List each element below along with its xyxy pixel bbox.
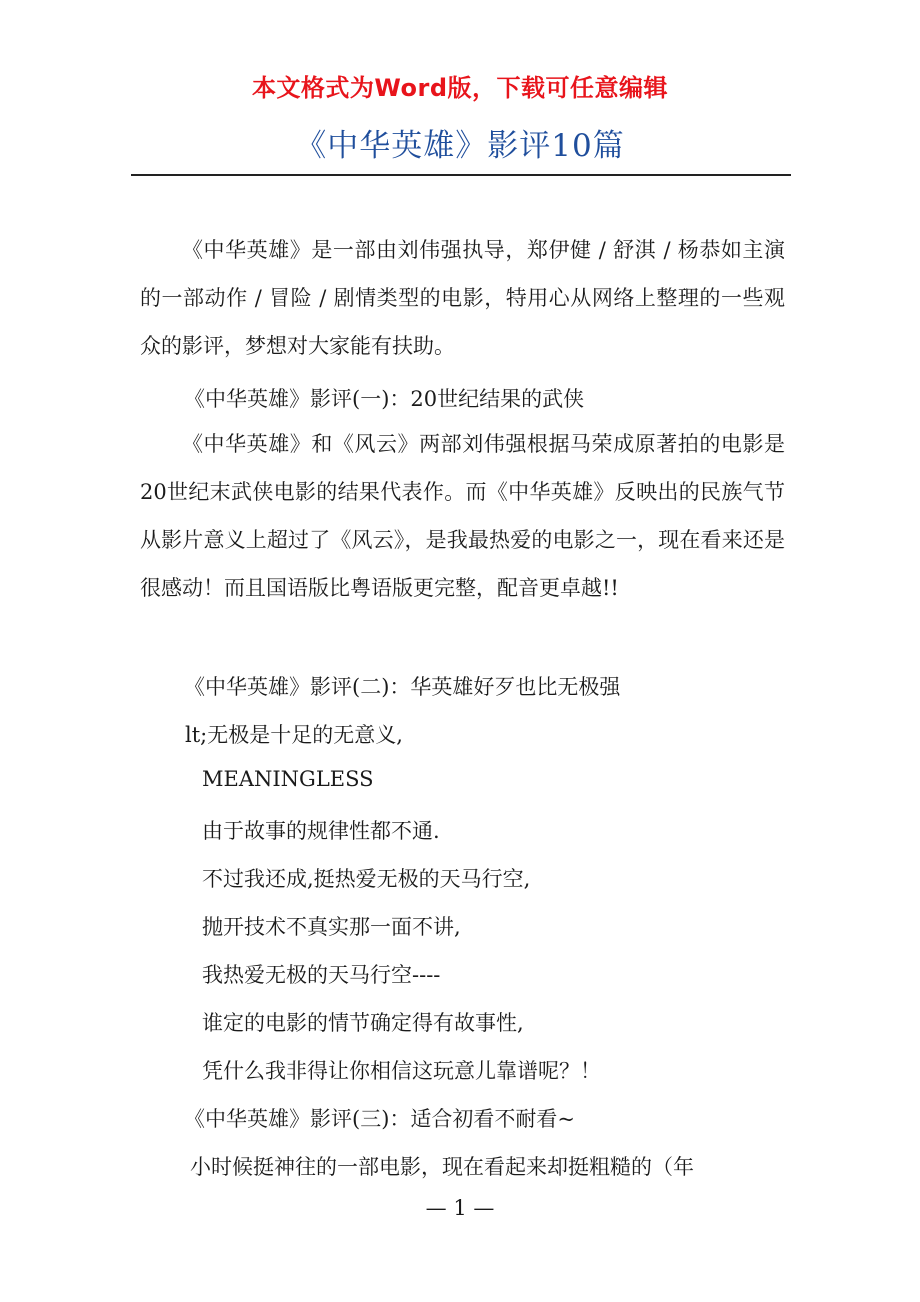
review-2-heading: 《中华英雄》影评(二)：华英雄好歹也比无极强 bbox=[184, 675, 621, 699]
review-2-line: 由于故事的规律性都不通. bbox=[202, 819, 440, 843]
review-2-line: 凭什么我非得让你相信这玩意儿靠谱呢？！ bbox=[202, 1059, 601, 1083]
intro-paragraph: 《中华英雄》是一部由刘伟强执导，郑伊健 / 舒淇 / 杨恭如主演的一部动作 / 冒险 / 剧情类型的电影，特用心从网络上整理的一些观众的影评，梦想对大家能有扶助。 bbox=[140, 238, 785, 358]
page-number: — 1 — bbox=[425, 1196, 495, 1220]
review-2-line: 不过我还成,挺热爱无极的天马行空, bbox=[202, 867, 531, 891]
review-3-first-line: 小时候挺神往的一部电影，现在看起来却挺粗糙的（年 bbox=[190, 1155, 694, 1179]
review-3-heading: 《中华英雄》影评(三)：适合初看不耐看~ bbox=[184, 1107, 575, 1131]
download-banner: 本文格式为Word版，下载可任意编辑 bbox=[251, 74, 669, 102]
review-2-line: 我热爱无极的天马行空---- bbox=[202, 963, 441, 987]
review-2-line: 抛开技术不真实那一面不讲, bbox=[202, 915, 461, 939]
review-1-paragraph: 《中华英雄》和《风云》两部刘伟强根据马荣成原著拍的电影是20世纪末武侠电影的结果代表作。而《中华英雄》反映出的民族气节从影片意义上超过了《风云》，是我最热爱的电影之一，现在看来还是很感动！而且国语版比粤语版更完整，配音更卓越!! bbox=[140, 432, 785, 600]
review-2-line: MEANINGLESS bbox=[202, 767, 374, 791]
review-2-line: 谁定的电影的情节确定得有故事性, bbox=[202, 1011, 524, 1035]
document-title: 《中华英雄》影评10篇 bbox=[295, 128, 625, 164]
review-1-heading: 《中华英雄》影评(一)：20世纪结果的武侠 bbox=[184, 387, 585, 411]
title-divider bbox=[131, 174, 791, 176]
review-2-line: lt;无极是十足的无意义, bbox=[185, 723, 403, 747]
